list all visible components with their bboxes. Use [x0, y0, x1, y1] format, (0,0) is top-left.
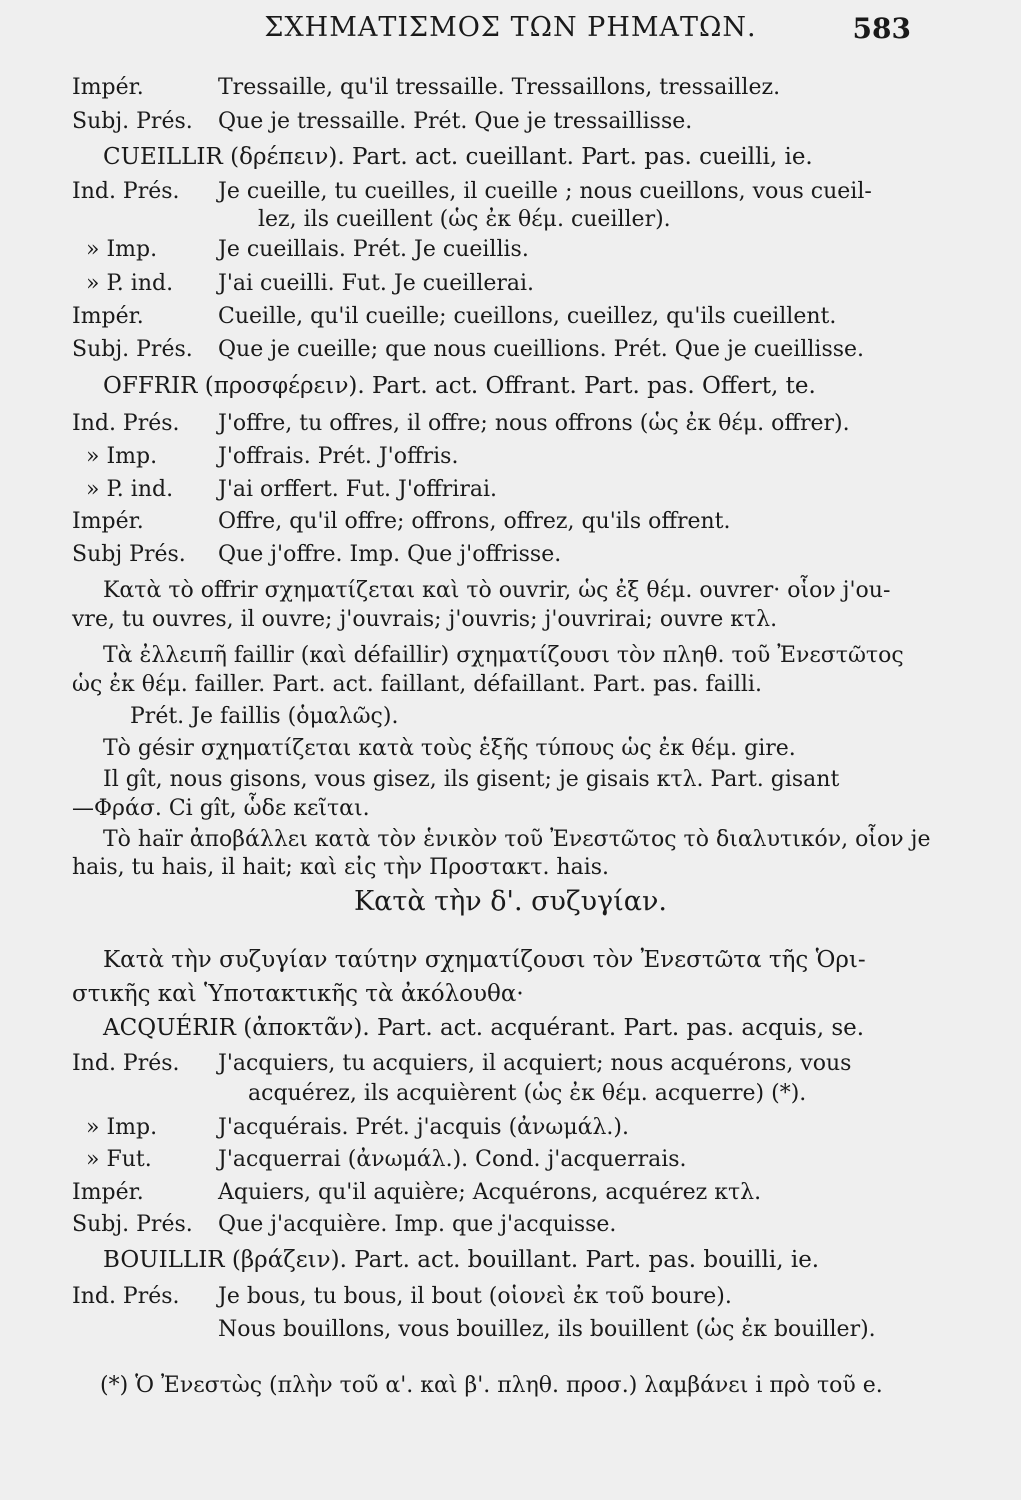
line-label: » Fut.	[86, 1147, 152, 1172]
line-label: Impér.	[72, 75, 144, 100]
prose-line	[103, 642, 983, 670]
verb-heading-cueillir	[103, 143, 983, 171]
line-text: Nous bouillons, vous bouillez, ils bouillent (ὡς ἐκ bouiller).	[218, 1317, 876, 1342]
text-line	[72, 410, 952, 438]
line-text: Cueille, qu'il cueille; cueillons, cueillez, qu'ils cueillent.	[218, 304, 837, 329]
line-label: Impér.	[72, 304, 144, 329]
text-line	[72, 1283, 952, 1311]
line-text: J'offrais. Prét. J'offris.	[218, 444, 459, 469]
line-text: ὡς ἐκ θέμ. failler. Part. act. faillant, défaillant. Part. pas. failli.	[72, 672, 762, 697]
line-text: acquérez, ils acquièrent (ὡς ἐκ θέμ. acquerre) (*).	[248, 1081, 807, 1106]
line-label: » P. ind.	[86, 477, 174, 502]
text-line	[72, 476, 952, 504]
prose-line	[72, 980, 952, 1008]
text-line	[72, 74, 952, 102]
line-text: Que je tressaille. Prét. Que je tressaillisse.	[218, 109, 693, 134]
line-text: OFFRIR (προσφέρειν). Part. act. Offrant. Part. pas. Offert, te.	[103, 373, 816, 399]
line-text: Je cueille, tu cueilles, il cueille ; nous cueillons, vous cueil-	[218, 179, 872, 204]
line-text: J'ai cueilli. Fut. Je cueillerai.	[218, 271, 535, 296]
line-label: Ind. Prés.	[72, 411, 180, 436]
text-line	[72, 541, 952, 569]
line-text: CUEILLIR (δρέπειν). Part. act. cueillant. Part. pas. cueilli, ie.	[103, 144, 813, 170]
text-line	[72, 508, 952, 536]
prose-line	[72, 606, 952, 634]
verb-heading-bouillir	[103, 1246, 983, 1274]
line-label: Subj. Prés.	[72, 109, 193, 134]
prose-line	[72, 795, 952, 823]
line-text: Il gît, nous gisons, vous gisez, ils gisent; je gisais κτλ. Part. gisant	[103, 767, 840, 792]
line-label: Subj. Prés.	[72, 337, 193, 362]
text-line	[72, 270, 952, 298]
text-line	[72, 336, 952, 364]
footnote: (*) Ὁ Ἐνεστὼς (πλὴν τοῦ α'. καὶ β'. πληθ. προσ.) λαμβάνει i πρὸ τοῦ e.	[100, 1373, 883, 1398]
line-text: Κατὰ τὸ offrir σχηματίζεται καὶ τὸ ouvrir, ὡς ἐξ θέμ. ouvrer· οἷον j'ou-	[103, 578, 891, 603]
prose-line	[103, 577, 983, 605]
page-number: 583	[852, 12, 911, 45]
line-text: Aquiers, qu'il aquière; Acquérons, acquérez κτλ.	[218, 1180, 762, 1205]
text-line	[72, 1179, 952, 1207]
text-line	[72, 108, 952, 136]
line-text: Que je cueille; que nous cueillions. Prét. Que je cueillisse.	[218, 337, 865, 362]
verb-heading-offrir	[103, 372, 983, 400]
line-text: vre, tu ouvres, il ouvre; j'ouvrais; j'ouvris; j'ouvrirai; ouvre κτλ.	[72, 607, 778, 632]
text-line-continued	[258, 206, 1021, 234]
line-label: Ind. Prés.	[72, 1051, 180, 1076]
line-label: Subj Prés.	[72, 542, 186, 567]
line-label: Subj. Prés.	[72, 1212, 193, 1237]
prose-line	[72, 854, 952, 882]
line-text: J'acquerrai (ἀνωμάλ.). Cond. j'acquerrais.	[218, 1147, 687, 1172]
line-text: Κατὰ τὴν συζυγίαν ταύτην σχηματίζουσι τὸν Ἐνεστῶτα τῆς Ὁρι-	[103, 947, 866, 973]
text-line	[72, 1114, 952, 1142]
line-label: Impér.	[72, 1180, 144, 1205]
verb-heading-acquerir	[103, 1014, 983, 1042]
text-line	[72, 443, 952, 471]
line-text: Τὸ haïr ἀποβάλλει κατὰ τὸν ἑνικὸν τοῦ Ἐνεστῶτος τὸ διαλυτικόν, οἷον je	[103, 827, 931, 852]
prose-line	[72, 671, 952, 699]
line-text: hais, tu hais, il hait; καὶ εἰς τὴν Προστακτ. hais.	[72, 855, 610, 880]
line-text: BOUILLIR (βράζειν). Part. act. bouillant. Part. pas. bouilli, ie.	[103, 1247, 820, 1273]
text-line	[72, 1211, 952, 1239]
prose-line	[103, 946, 983, 974]
prose-line	[103, 766, 983, 794]
line-label: Ind. Prés.	[72, 179, 180, 204]
line-label: » P. ind.	[86, 271, 174, 296]
line-text: Τὰ ἐλλειπῆ faillir (καὶ défaillir) σχηματίζουσι τὸν πληθ. τοῦ Ἐνεστῶτος	[103, 643, 904, 668]
line-label: » Imp.	[86, 444, 158, 469]
line-text: Je bous, tu bous, il bout (οἱονεὶ ἐκ τοῦ boure).	[218, 1284, 732, 1309]
line-text: —Φράσ. Ci gît, ὧδε κεῖται.	[72, 796, 370, 821]
line-label: » Imp.	[86, 237, 158, 262]
text-line	[72, 1050, 952, 1078]
line-text: Que j'acquière. Imp. que j'acquisse.	[218, 1212, 617, 1237]
line-text: lez, ils cueillent (ὡς ἐκ θέμ. cueiller).	[258, 207, 671, 232]
line-text: ACQUÉRIR (ἀποκτᾶν). Part. act. acquérant. Part. pas. acquis, se.	[103, 1015, 865, 1041]
text-line-continued	[248, 1080, 1021, 1108]
text-line	[72, 178, 952, 206]
line-text: J'acquérais. Prét. j'acquis (ἀνωμάλ.).	[218, 1115, 629, 1140]
line-label: » Imp.	[86, 1115, 158, 1140]
prose-line	[103, 735, 983, 763]
line-text: Je cueillais. Prét. Je cueillis.	[218, 237, 529, 262]
text-line-continued	[218, 1316, 1021, 1344]
line-text: Prét. Je faillis (ὁμαλῶς).	[130, 704, 399, 729]
text-line	[72, 303, 952, 331]
line-text: στικῆς καὶ Ὑποτακτικῆς τὰ ἀκόλουθα·	[72, 981, 524, 1007]
line-text: Τὸ gésir σχηματίζεται κατὰ τοὺς ἑξῆς τύπους ὡς ἐκ θέμ. gire.	[103, 736, 796, 761]
line-text: Que j'offre. Imp. Que j'offrisse.	[218, 542, 562, 567]
line-text: Tressaille, qu'il tressaille. Tressaillons, tressaillez.	[218, 75, 781, 100]
line-label: Impér.	[72, 509, 144, 534]
section-title: Κατὰ τὴν δ'. συζυγίαν.	[354, 886, 667, 917]
prose-line	[103, 826, 983, 854]
text-line	[72, 1146, 952, 1174]
line-text: J'acquiers, tu acquiers, il acquiert; nous acquérons, vous	[218, 1051, 852, 1076]
line-text: Offre, qu'il offre; offrons, offrez, qu'ils offrent.	[218, 509, 731, 534]
line-text: J'ai orffert. Fut. J'offrirai.	[218, 477, 497, 502]
prose-line	[130, 703, 1010, 731]
running-title: ΣΧΗΜΑΤΙΣΜΟΣ ΤΩΝ ΡΗΜΑΤΩΝ.	[264, 12, 757, 43]
line-text: J'offre, tu offres, il offre; nous offrons (ὡς ἐκ θέμ. offrer).	[218, 411, 850, 436]
line-label: Ind. Prés.	[72, 1284, 180, 1309]
text-line	[72, 236, 952, 264]
